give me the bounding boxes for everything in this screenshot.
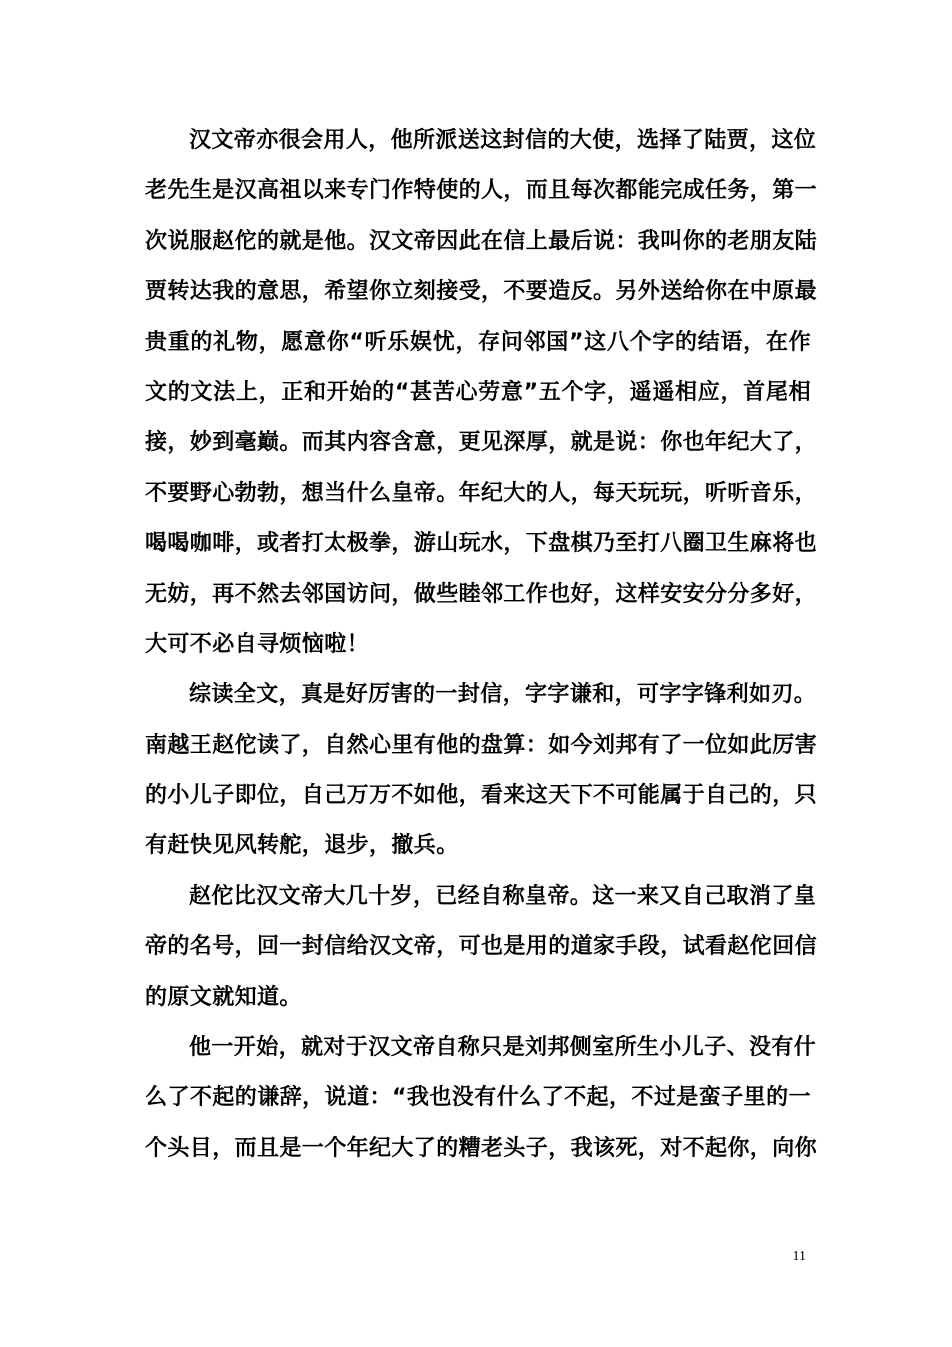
text-line: 他一开始，就对于汉文帝自称只是刘邦侧室所生小儿子、没有什 <box>189 1035 817 1061</box>
text-line: 贵重的礼物，愿意你“听乐娱忧，存问邻国”这八个字的结语，在作 <box>145 329 811 355</box>
text-line: 大可不必自寻烦恼啦！ <box>145 631 370 657</box>
text-line: 次说服赵佗的就是他。汉文帝因此在信上最后说：我叫你的老朋友陆 <box>145 228 818 254</box>
paragraph <box>145 670 818 872</box>
page-number: 11 <box>792 1249 806 1264</box>
text-line: 汉文帝亦很会用人，他所派送这封信的大使，选择了陆贾，这位 <box>189 128 817 153</box>
text-line: 么了不起的谦辞，说道：“我也没有什么了不起，不过是蛮子里的一 <box>145 1085 811 1111</box>
paragraph <box>145 872 818 1023</box>
text-line: 不要野心勃勃，想当什么皇帝。年纪大的人，每天玩玩，听听音乐， <box>145 480 818 506</box>
text-line: 贾转达我的意思，希望你立刻接受，不要造反。另外送给你在中原最 <box>145 279 818 305</box>
text-line: 南越王赵佗读了，自然心里有他的盘算：如今刘邦有了一位如此厉害 <box>145 732 818 758</box>
text-line: 接，妙到毫巅。而其内容含意，更见深厚，就是说：你也年纪大了， <box>145 430 818 456</box>
text-line: 有赶快见风转舵，退步，撤兵。 <box>145 833 459 859</box>
paragraph <box>145 116 818 670</box>
text-line: 综读全文，真是好厉害的一封信，字字谦和，可字字锋利如刃。 <box>189 682 817 708</box>
text-line: 的原文就知道。 <box>145 984 302 1010</box>
text-line: 老先生是汉高祖以来专门作特使的人，而且每次都能完成任务，第一 <box>145 178 818 204</box>
text-line: 个头目，而且是一个年纪大了的糟老头子，我该死，对不起你，向你 <box>145 1135 818 1161</box>
text-line: 赵佗比汉文帝大几十岁，已经自称皇帝。这一来又自己取消了皇 <box>189 883 817 909</box>
text-line: 的小儿子即位，自己万万不如他，看来这天下不可能属于自己的，只 <box>145 783 818 809</box>
text-line: 文的文法上，正和开始的“甚苦心劳意”五个字，遥遥相应，首尾相 <box>145 379 811 405</box>
text-line: 无妨，再不然去邻国访问，做些睦邻工作也好，这样安安分分多好， <box>145 581 818 607</box>
paragraph <box>145 1023 818 1174</box>
text-line: 帝的名号，回一封信给汉文帝，可也是用的道家手段，试看赵佗回信 <box>145 934 818 960</box>
text-line: 喝喝咖啡，或者打太极拳，游山玩水，下盘棋乃至打八圈卫生麻将也 <box>145 531 818 557</box>
text-body <box>145 116 818 1174</box>
